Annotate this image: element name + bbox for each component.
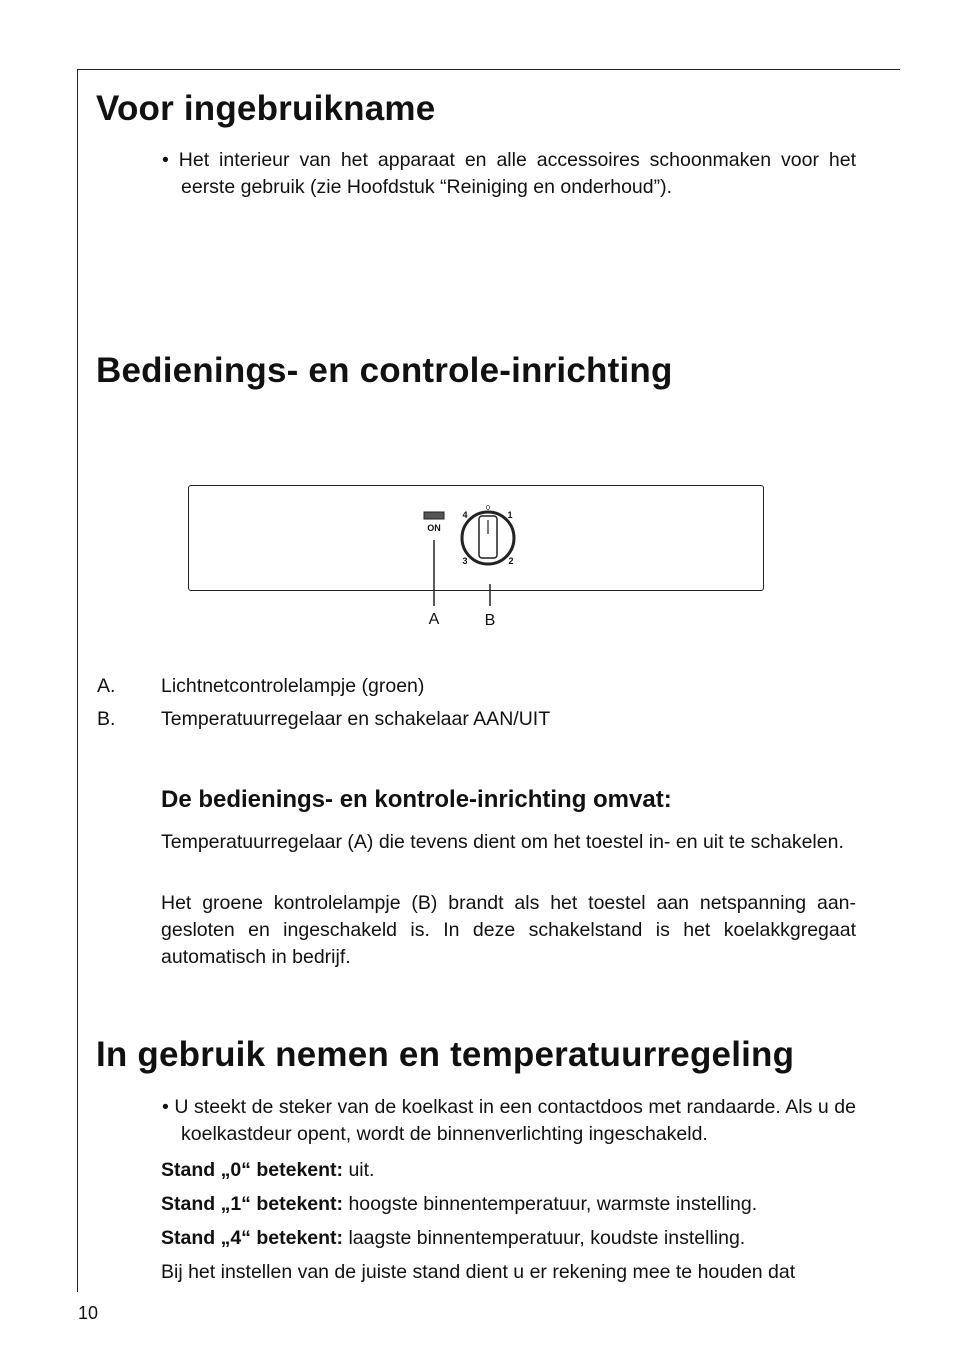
section-title-voor-ingebruikname: Voor ingebruikname bbox=[96, 89, 436, 128]
dial-mark-2: 2 bbox=[508, 556, 514, 566]
stand-0-text: uit. bbox=[343, 1159, 375, 1181]
stand-0-line bbox=[161, 1157, 374, 1184]
stand-1-line bbox=[161, 1191, 757, 1218]
bullet-clean-interior: • Het interieur van het apparaat en alle accessoires schoonmaken voor het eerste gebruik (zie Hoofdstuk “Reiniging en onderhoud”). bbox=[162, 149, 856, 198]
legend-item-b bbox=[97, 706, 857, 736]
page-number: 10 bbox=[78, 1303, 99, 1323]
legend-text: Temperatuurregelaar en schakelaar AAN/UIT bbox=[161, 708, 551, 730]
legend-letter: A. bbox=[97, 675, 116, 697]
dial-mark-3: 3 bbox=[462, 556, 468, 566]
bullet-plug-in: • U steekt de steker van de koelkast in een contactdoos met randaarde. Als u de koelkastdeur opent, wordt de binnenverlichting ingeschakeld. bbox=[162, 1096, 856, 1145]
stand-1-label: Stand „1“ betekent: bbox=[161, 1193, 344, 1215]
legend-letter: B. bbox=[97, 708, 116, 730]
stand-1-text: hoogste binnentemperatuur, warmste instelling. bbox=[343, 1193, 758, 1215]
paragraph-temperatuurregelaar: Temperatuurregelaar (A) die tevens dient om het toestel in- en uit te schakelen. bbox=[161, 831, 844, 853]
legend-text: Lichtnetcontrolelampje (groen) bbox=[161, 675, 425, 697]
callout-label-b: B bbox=[484, 612, 496, 629]
dial-mark-1: 1 bbox=[507, 510, 513, 520]
stand-0-label: Stand „0“ betekent: bbox=[161, 1159, 344, 1181]
stand-4-label: Stand „4“ betekent: bbox=[161, 1227, 344, 1249]
section-title-in-gebruik-nemen: In gebruik nemen en temperatuurregeling bbox=[96, 1035, 795, 1074]
power-indicator-lamp bbox=[424, 512, 444, 519]
section-title-bedienings-inrichting: Bedienings- en controle-inrichting bbox=[96, 351, 673, 390]
indicator-on-label: ON bbox=[427, 523, 441, 533]
control-panel-drawing bbox=[0, 0, 954, 640]
subheading-inrichting-omvat: De bedienings- en kontrole-inrichting omvat: bbox=[161, 786, 672, 813]
legend-item-a bbox=[97, 673, 857, 703]
stand-4-line bbox=[161, 1225, 745, 1252]
callout-label-a: A bbox=[428, 611, 440, 628]
dial-mark-4: 4 bbox=[462, 510, 468, 520]
paragraph-last-line: Bij het instellen van de juiste stand dient u er rekening mee te houden dat bbox=[161, 1261, 796, 1283]
dial-mark-0: 0 bbox=[486, 505, 490, 512]
stand-4-text: laagste binnentemperatuur, koudste instelling. bbox=[343, 1227, 746, 1249]
paragraph-kontrolelampje: Het groene kontrolelampje (B) brandt als het toestel aan netspanning aan-gesloten en ingeschakeld is. In deze schakelstand is het koelakkgregaat automatisch in bedrijf. bbox=[161, 892, 856, 968]
